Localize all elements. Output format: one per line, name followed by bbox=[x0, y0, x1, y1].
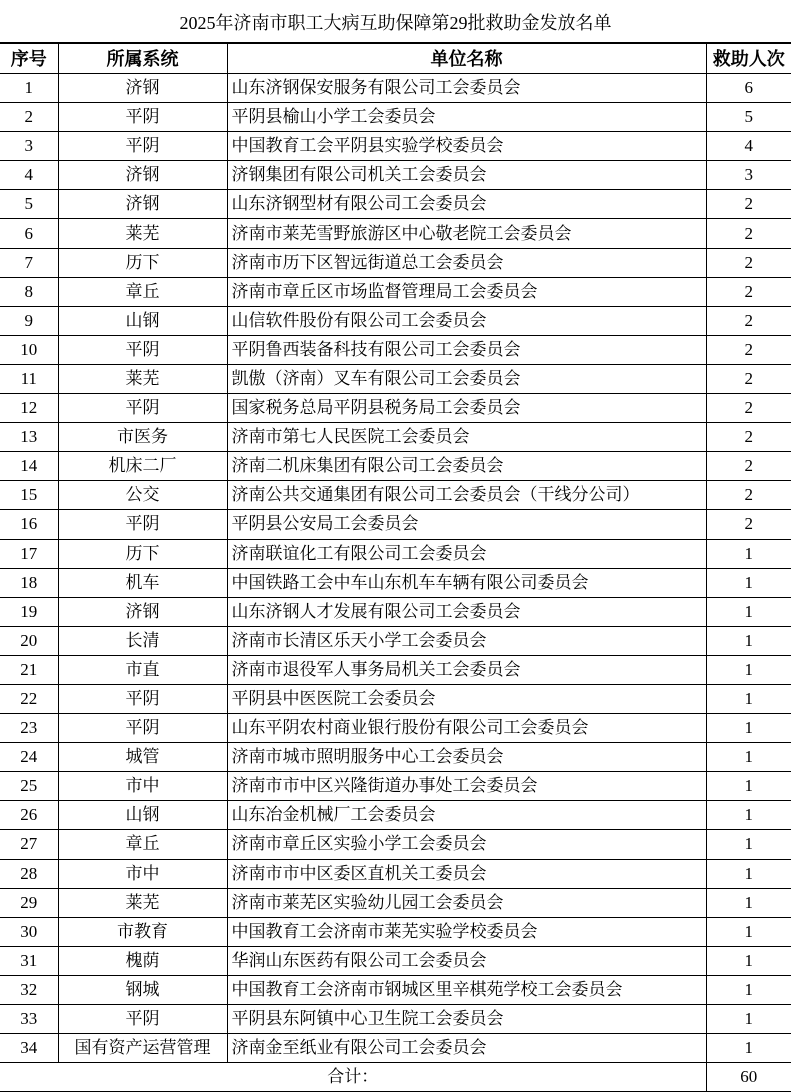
row-system: 市直 bbox=[58, 655, 227, 684]
total-label: 合计： bbox=[0, 1063, 706, 1092]
row-count: 1 bbox=[706, 888, 791, 917]
row-index: 31 bbox=[0, 946, 58, 975]
row-system: 济钢 bbox=[58, 161, 227, 190]
row-count: 3 bbox=[706, 161, 791, 190]
table-row bbox=[0, 859, 791, 888]
row-index: 27 bbox=[0, 830, 58, 859]
row-index: 33 bbox=[0, 1005, 58, 1034]
row-unit-name: 山东冶金机械厂工会委员会 bbox=[227, 801, 706, 830]
row-system: 济钢 bbox=[58, 597, 227, 626]
row-count: 1 bbox=[706, 655, 791, 684]
row-index: 6 bbox=[0, 219, 58, 248]
row-index: 21 bbox=[0, 655, 58, 684]
row-count: 1 bbox=[706, 917, 791, 946]
row-count: 1 bbox=[706, 626, 791, 655]
header-row bbox=[0, 44, 791, 74]
table-row bbox=[0, 452, 791, 481]
table-row bbox=[0, 394, 791, 423]
table-row bbox=[0, 655, 791, 684]
row-system: 莱芜 bbox=[58, 888, 227, 917]
row-index: 8 bbox=[0, 277, 58, 306]
table-row bbox=[0, 306, 791, 335]
row-unit-name: 济南市市中区兴隆街道办事处工会委员会 bbox=[227, 772, 706, 801]
row-unit-name: 中国教育工会济南市莱芜实验学校委员会 bbox=[227, 917, 706, 946]
row-index: 25 bbox=[0, 772, 58, 801]
row-count: 1 bbox=[706, 830, 791, 859]
table-row bbox=[0, 888, 791, 917]
row-count: 4 bbox=[706, 132, 791, 161]
row-count: 2 bbox=[706, 394, 791, 423]
row-index: 4 bbox=[0, 161, 58, 190]
row-unit-name: 济南市城市照明服务中心工会委员会 bbox=[227, 743, 706, 772]
table-row bbox=[0, 684, 791, 713]
row-system: 平阴 bbox=[58, 394, 227, 423]
row-unit-name: 济南市章丘区实验小学工会委员会 bbox=[227, 830, 706, 859]
row-unit-name: 济南市章丘区市场监督管理局工会委员会 bbox=[227, 277, 706, 306]
row-count: 2 bbox=[706, 481, 791, 510]
row-index: 28 bbox=[0, 859, 58, 888]
table-row bbox=[0, 975, 791, 1004]
row-index: 11 bbox=[0, 364, 58, 393]
row-count: 1 bbox=[706, 597, 791, 626]
table-row bbox=[0, 510, 791, 539]
table-row bbox=[0, 219, 791, 248]
row-unit-name: 济南市长清区乐天小学工会委员会 bbox=[227, 626, 706, 655]
table-row bbox=[0, 335, 791, 364]
row-count: 1 bbox=[706, 539, 791, 568]
row-index: 22 bbox=[0, 684, 58, 713]
row-count: 1 bbox=[706, 743, 791, 772]
header-unit: 单位名称 bbox=[227, 44, 706, 74]
row-system: 市医务 bbox=[58, 423, 227, 452]
table-row bbox=[0, 103, 791, 132]
row-system: 市教育 bbox=[58, 917, 227, 946]
table-row bbox=[0, 801, 791, 830]
row-unit-name: 济南市第七人民医院工会委员会 bbox=[227, 423, 706, 452]
row-unit-name: 平阴县榆山小学工会委员会 bbox=[227, 103, 706, 132]
row-index: 19 bbox=[0, 597, 58, 626]
row-index: 5 bbox=[0, 190, 58, 219]
row-system: 莱芜 bbox=[58, 219, 227, 248]
row-unit-name: 平阴鲁西装备科技有限公司工会委员会 bbox=[227, 335, 706, 364]
row-system: 济钢 bbox=[58, 190, 227, 219]
table-row bbox=[0, 132, 791, 161]
table-row bbox=[0, 830, 791, 859]
row-system: 城管 bbox=[58, 743, 227, 772]
row-system: 莱芜 bbox=[58, 364, 227, 393]
row-system: 平阴 bbox=[58, 1005, 227, 1034]
total-value: 60 bbox=[706, 1063, 791, 1092]
table-row bbox=[0, 1034, 791, 1063]
row-count: 1 bbox=[706, 684, 791, 713]
row-count: 1 bbox=[706, 1034, 791, 1063]
row-index: 20 bbox=[0, 626, 58, 655]
row-unit-name: 山东济钢保安服务有限公司工会委员会 bbox=[227, 74, 706, 103]
row-count: 1 bbox=[706, 801, 791, 830]
row-unit-name: 济南二机床集团有限公司工会委员会 bbox=[227, 452, 706, 481]
row-unit-name: 济南联谊化工有限公司工会委员会 bbox=[227, 539, 706, 568]
row-count: 2 bbox=[706, 306, 791, 335]
row-unit-name: 山东济钢人才发展有限公司工会委员会 bbox=[227, 597, 706, 626]
row-index: 7 bbox=[0, 248, 58, 277]
row-unit-name: 平阴县东阿镇中心卫生院工会委员会 bbox=[227, 1005, 706, 1034]
row-system: 长清 bbox=[58, 626, 227, 655]
row-index: 2 bbox=[0, 103, 58, 132]
row-unit-name: 济南市退役军人事务局机关工会委员会 bbox=[227, 655, 706, 684]
table-row bbox=[0, 917, 791, 946]
row-count: 2 bbox=[706, 190, 791, 219]
row-system: 平阴 bbox=[58, 510, 227, 539]
row-unit-name: 中国铁路工会中车山东机车车辆有限公司委员会 bbox=[227, 568, 706, 597]
row-system: 机床二厂 bbox=[58, 452, 227, 481]
row-count: 2 bbox=[706, 248, 791, 277]
row-unit-name: 济南市市中区委区直机关工委员会 bbox=[227, 859, 706, 888]
table-row bbox=[0, 481, 791, 510]
row-count: 1 bbox=[706, 975, 791, 1004]
row-system: 市中 bbox=[58, 859, 227, 888]
table-row bbox=[0, 190, 791, 219]
header-index: 序号 bbox=[0, 44, 58, 74]
row-unit-name: 济南市历下区智远街道总工会委员会 bbox=[227, 248, 706, 277]
row-index: 12 bbox=[0, 394, 58, 423]
row-system: 平阴 bbox=[58, 132, 227, 161]
row-index: 24 bbox=[0, 743, 58, 772]
row-system: 国有资产运营管理 bbox=[58, 1034, 227, 1063]
table-row bbox=[0, 248, 791, 277]
row-index: 15 bbox=[0, 481, 58, 510]
table-row bbox=[0, 364, 791, 393]
table-row bbox=[0, 597, 791, 626]
row-index: 23 bbox=[0, 714, 58, 743]
row-system: 山钢 bbox=[58, 306, 227, 335]
table-row bbox=[0, 539, 791, 568]
header-count: 救助人次 bbox=[706, 44, 791, 74]
row-index: 17 bbox=[0, 539, 58, 568]
row-index: 3 bbox=[0, 132, 58, 161]
row-count: 6 bbox=[706, 74, 791, 103]
row-index: 26 bbox=[0, 801, 58, 830]
row-system: 章丘 bbox=[58, 830, 227, 859]
row-unit-name: 平阴县中医医院工会委员会 bbox=[227, 684, 706, 713]
table-row bbox=[0, 714, 791, 743]
row-count: 2 bbox=[706, 510, 791, 539]
row-unit-name: 平阴县公安局工会委员会 bbox=[227, 510, 706, 539]
table-row bbox=[0, 277, 791, 306]
row-unit-name: 山东平阴农村商业银行股份有限公司工会委员会 bbox=[227, 714, 706, 743]
row-index: 13 bbox=[0, 423, 58, 452]
table-row bbox=[0, 743, 791, 772]
table-row bbox=[0, 772, 791, 801]
row-unit-name: 中国教育工会济南市钢城区里辛棋苑学校工会委员会 bbox=[227, 975, 706, 1004]
row-unit-name: 华润山东医药有限公司工会委员会 bbox=[227, 946, 706, 975]
table-row bbox=[0, 423, 791, 452]
row-index: 30 bbox=[0, 917, 58, 946]
table-row bbox=[0, 946, 791, 975]
row-index: 14 bbox=[0, 452, 58, 481]
row-count: 2 bbox=[706, 277, 791, 306]
row-index: 1 bbox=[0, 74, 58, 103]
row-count: 1 bbox=[706, 772, 791, 801]
header-system: 所属系统 bbox=[58, 44, 227, 74]
row-count: 1 bbox=[706, 946, 791, 975]
row-count: 5 bbox=[706, 103, 791, 132]
row-unit-name: 中国教育工会平阴县实验学校委员会 bbox=[227, 132, 706, 161]
row-system: 机车 bbox=[58, 568, 227, 597]
row-unit-name: 济南市莱芜区实验幼儿园工会委员会 bbox=[227, 888, 706, 917]
table-row bbox=[0, 161, 791, 190]
row-count: 2 bbox=[706, 335, 791, 364]
row-unit-name: 济南金至纸业有限公司工会委员会 bbox=[227, 1034, 706, 1063]
row-index: 18 bbox=[0, 568, 58, 597]
row-system: 山钢 bbox=[58, 801, 227, 830]
row-count: 2 bbox=[706, 423, 791, 452]
row-system: 槐荫 bbox=[58, 946, 227, 975]
table-row bbox=[0, 1005, 791, 1034]
row-system: 历下 bbox=[58, 248, 227, 277]
row-system: 平阴 bbox=[58, 714, 227, 743]
row-unit-name: 山信软件股份有限公司工会委员会 bbox=[227, 306, 706, 335]
row-system: 平阴 bbox=[58, 103, 227, 132]
row-count: 1 bbox=[706, 859, 791, 888]
row-system: 钢城 bbox=[58, 975, 227, 1004]
row-system: 平阴 bbox=[58, 335, 227, 364]
row-system: 市中 bbox=[58, 772, 227, 801]
table-row bbox=[0, 626, 791, 655]
row-unit-name: 济钢集团有限公司机关工会委员会 bbox=[227, 161, 706, 190]
row-count: 2 bbox=[706, 452, 791, 481]
row-system: 章丘 bbox=[58, 277, 227, 306]
row-unit-name: 国家税务总局平阴县税务局工会委员会 bbox=[227, 394, 706, 423]
row-system: 济钢 bbox=[58, 74, 227, 103]
row-index: 34 bbox=[0, 1034, 58, 1063]
row-count: 1 bbox=[706, 568, 791, 597]
row-system: 公交 bbox=[58, 481, 227, 510]
row-system: 历下 bbox=[58, 539, 227, 568]
document-title: 2025年济南市职工大病互助保障第29批救助金发放名单 bbox=[0, 0, 791, 43]
row-count: 2 bbox=[706, 364, 791, 393]
row-count: 1 bbox=[706, 1005, 791, 1034]
row-index: 9 bbox=[0, 306, 58, 335]
table-row bbox=[0, 74, 791, 103]
row-index: 29 bbox=[0, 888, 58, 917]
total-row bbox=[0, 1063, 791, 1092]
row-index: 16 bbox=[0, 510, 58, 539]
row-system: 平阴 bbox=[58, 684, 227, 713]
row-unit-name: 济南公共交通集团有限公司工会委员会（干线分公司） bbox=[227, 481, 706, 510]
row-count: 1 bbox=[706, 714, 791, 743]
row-unit-name: 济南市莱芜雪野旅游区中心敬老院工会委员会 bbox=[227, 219, 706, 248]
relief-list-table bbox=[0, 43, 791, 1092]
row-unit-name: 凯傲（济南）叉车有限公司工会委员会 bbox=[227, 364, 706, 393]
row-unit-name: 山东济钢型材有限公司工会委员会 bbox=[227, 190, 706, 219]
row-index: 32 bbox=[0, 975, 58, 1004]
row-count: 2 bbox=[706, 219, 791, 248]
row-index: 10 bbox=[0, 335, 58, 364]
table-row bbox=[0, 568, 791, 597]
